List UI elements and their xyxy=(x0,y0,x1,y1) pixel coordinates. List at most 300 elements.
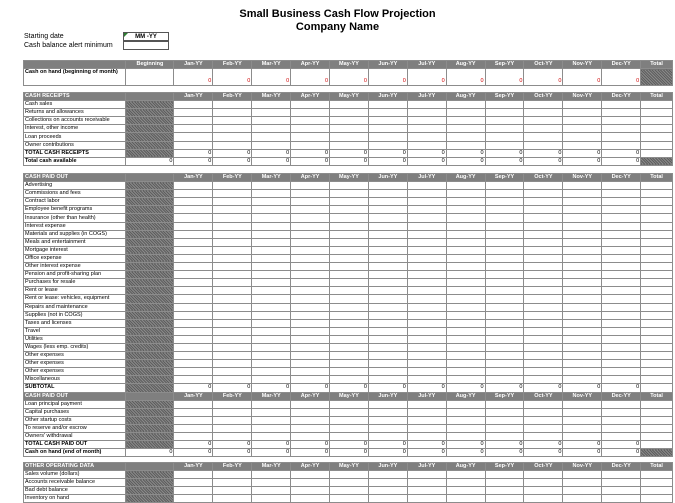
month-cell[interactable] xyxy=(524,416,563,424)
month-cell[interactable] xyxy=(291,303,330,311)
month-cell[interactable]: 0 xyxy=(563,157,602,165)
month-cell[interactable] xyxy=(563,479,602,487)
month-cell[interactable] xyxy=(563,424,602,432)
month-cell[interactable] xyxy=(602,254,641,262)
month-cell[interactable] xyxy=(330,125,369,133)
month-cell[interactable] xyxy=(446,238,485,246)
month-cell[interactable] xyxy=(368,424,407,432)
month-cell[interactable] xyxy=(563,327,602,335)
month-cell[interactable] xyxy=(368,495,407,503)
total-cell[interactable] xyxy=(641,335,673,343)
month-cell[interactable] xyxy=(368,182,407,190)
month-cell[interactable] xyxy=(485,182,524,190)
month-cell[interactable]: 0 xyxy=(368,441,407,449)
month-cell[interactable] xyxy=(485,206,524,214)
month-cell[interactable] xyxy=(330,487,369,495)
total-cell[interactable] xyxy=(641,416,673,424)
month-cell[interactable] xyxy=(291,335,330,343)
month-cell[interactable] xyxy=(485,343,524,351)
month-cell[interactable] xyxy=(446,117,485,125)
month-cell[interactable] xyxy=(524,311,563,319)
month-cell[interactable]: 0 xyxy=(446,384,485,392)
total-cell[interactable] xyxy=(641,101,673,109)
month-cell[interactable] xyxy=(563,368,602,376)
month-cell[interactable] xyxy=(368,335,407,343)
month-cell[interactable]: 0 xyxy=(330,449,369,457)
alert-minimum-input[interactable] xyxy=(123,41,169,50)
month-cell[interactable] xyxy=(407,254,446,262)
month-cell[interactable] xyxy=(485,198,524,206)
month-cell[interactable] xyxy=(407,109,446,117)
month-cell[interactable] xyxy=(485,319,524,327)
month-cell[interactable] xyxy=(524,287,563,295)
month-cell[interactable] xyxy=(485,352,524,360)
month-cell[interactable] xyxy=(330,495,369,503)
month-cell[interactable] xyxy=(330,141,369,149)
month-cell[interactable] xyxy=(524,352,563,360)
month-cell[interactable] xyxy=(446,295,485,303)
month-cell[interactable] xyxy=(485,271,524,279)
month-cell[interactable] xyxy=(368,117,407,125)
month-cell[interactable] xyxy=(602,352,641,360)
month-cell[interactable]: 0 xyxy=(174,149,213,157)
month-cell[interactable] xyxy=(602,279,641,287)
month-cell[interactable] xyxy=(252,416,291,424)
month-cell[interactable] xyxy=(291,400,330,408)
month-cell[interactable] xyxy=(524,479,563,487)
month-cell[interactable] xyxy=(291,254,330,262)
month-cell[interactable] xyxy=(291,311,330,319)
month-cell[interactable] xyxy=(485,487,524,495)
month-cell[interactable] xyxy=(330,295,369,303)
month-cell[interactable] xyxy=(524,109,563,117)
month-cell[interactable] xyxy=(485,311,524,319)
month-cell[interactable]: 0 xyxy=(213,149,252,157)
month-cell[interactable] xyxy=(252,125,291,133)
month-cell[interactable] xyxy=(446,343,485,351)
month-cell[interactable] xyxy=(446,133,485,141)
month-cell[interactable] xyxy=(368,416,407,424)
month-cell[interactable] xyxy=(602,327,641,335)
month-cell[interactable] xyxy=(174,424,213,432)
month-cell[interactable] xyxy=(291,352,330,360)
month-cell[interactable] xyxy=(368,343,407,351)
month-cell[interactable] xyxy=(602,400,641,408)
month-cell[interactable] xyxy=(174,141,213,149)
month-cell[interactable]: 0 xyxy=(252,384,291,392)
month-cell[interactable] xyxy=(602,335,641,343)
month-cell[interactable] xyxy=(252,311,291,319)
month-cell[interactable] xyxy=(407,246,446,254)
month-cell[interactable] xyxy=(213,287,252,295)
month-cell[interactable] xyxy=(446,368,485,376)
month-cell[interactable] xyxy=(602,487,641,495)
month-cell[interactable] xyxy=(524,408,563,416)
month-cell[interactable] xyxy=(602,287,641,295)
month-cell[interactable] xyxy=(446,254,485,262)
month-cell[interactable] xyxy=(174,263,213,271)
month-cell[interactable] xyxy=(213,433,252,441)
month-cell[interactable] xyxy=(291,287,330,295)
month-cell[interactable] xyxy=(330,190,369,198)
month-cell[interactable] xyxy=(524,125,563,133)
month-cell[interactable]: 0 xyxy=(330,157,369,165)
total-cell[interactable] xyxy=(641,254,673,262)
month-cell[interactable] xyxy=(252,376,291,384)
month-cell[interactable] xyxy=(174,319,213,327)
month-cell[interactable] xyxy=(407,125,446,133)
month-cell[interactable] xyxy=(213,368,252,376)
month-cell[interactable] xyxy=(213,400,252,408)
month-cell[interactable] xyxy=(252,471,291,479)
month-cell[interactable] xyxy=(174,416,213,424)
total-cell[interactable] xyxy=(641,384,673,392)
month-cell[interactable] xyxy=(252,408,291,416)
month-cell[interactable] xyxy=(446,352,485,360)
month-cell[interactable]: 0 xyxy=(602,69,641,86)
month-cell[interactable] xyxy=(563,230,602,238)
month-cell[interactable]: 0 xyxy=(602,149,641,157)
total-cell[interactable] xyxy=(641,238,673,246)
month-cell[interactable]: 0 xyxy=(563,384,602,392)
month-cell[interactable] xyxy=(291,182,330,190)
month-cell[interactable] xyxy=(563,109,602,117)
month-cell[interactable] xyxy=(446,303,485,311)
month-cell[interactable] xyxy=(407,368,446,376)
total-cell[interactable] xyxy=(641,198,673,206)
month-cell[interactable] xyxy=(291,416,330,424)
month-cell[interactable] xyxy=(446,182,485,190)
month-cell[interactable] xyxy=(368,408,407,416)
month-cell[interactable] xyxy=(330,400,369,408)
month-cell[interactable] xyxy=(485,376,524,384)
month-cell[interactable]: 0 xyxy=(291,157,330,165)
month-cell[interactable] xyxy=(485,471,524,479)
month-cell[interactable] xyxy=(174,471,213,479)
total-cell[interactable] xyxy=(641,222,673,230)
month-cell[interactable] xyxy=(291,327,330,335)
month-cell[interactable] xyxy=(213,263,252,271)
month-cell[interactable] xyxy=(563,352,602,360)
month-cell[interactable] xyxy=(330,101,369,109)
month-cell[interactable] xyxy=(174,368,213,376)
month-cell[interactable] xyxy=(252,222,291,230)
month-cell[interactable] xyxy=(446,360,485,368)
month-cell[interactable]: 0 xyxy=(330,149,369,157)
month-cell[interactable] xyxy=(485,424,524,432)
month-cell[interactable] xyxy=(446,311,485,319)
month-cell[interactable] xyxy=(563,335,602,343)
month-cell[interactable]: 0 xyxy=(446,157,485,165)
month-cell[interactable] xyxy=(213,327,252,335)
month-cell[interactable] xyxy=(213,352,252,360)
total-cell[interactable] xyxy=(641,230,673,238)
month-cell[interactable] xyxy=(368,433,407,441)
month-cell[interactable] xyxy=(213,408,252,416)
month-cell[interactable] xyxy=(446,433,485,441)
month-cell[interactable]: 0 xyxy=(446,441,485,449)
month-cell[interactable] xyxy=(446,408,485,416)
month-cell[interactable] xyxy=(252,424,291,432)
month-cell[interactable] xyxy=(252,238,291,246)
month-cell[interactable] xyxy=(368,141,407,149)
month-cell[interactable] xyxy=(330,319,369,327)
month-cell[interactable] xyxy=(407,408,446,416)
month-cell[interactable] xyxy=(524,254,563,262)
month-cell[interactable] xyxy=(563,222,602,230)
month-cell[interactable] xyxy=(252,327,291,335)
month-cell[interactable] xyxy=(291,479,330,487)
month-cell[interactable] xyxy=(524,471,563,479)
total-cell[interactable] xyxy=(641,311,673,319)
month-cell[interactable] xyxy=(213,109,252,117)
month-cell[interactable] xyxy=(174,109,213,117)
month-cell[interactable] xyxy=(602,230,641,238)
month-cell[interactable] xyxy=(485,360,524,368)
month-cell[interactable] xyxy=(213,471,252,479)
month-cell[interactable]: 0 xyxy=(368,449,407,457)
month-cell[interactable] xyxy=(602,206,641,214)
month-cell[interactable] xyxy=(446,495,485,503)
month-cell[interactable] xyxy=(407,327,446,335)
month-cell[interactable] xyxy=(602,416,641,424)
month-cell[interactable] xyxy=(174,198,213,206)
month-cell[interactable] xyxy=(485,479,524,487)
month-cell[interactable] xyxy=(602,214,641,222)
month-cell[interactable] xyxy=(252,109,291,117)
month-cell[interactable] xyxy=(174,238,213,246)
month-cell[interactable] xyxy=(407,416,446,424)
month-cell[interactable]: 0 xyxy=(252,69,291,86)
month-cell[interactable] xyxy=(252,433,291,441)
month-cell[interactable] xyxy=(485,400,524,408)
month-cell[interactable] xyxy=(368,360,407,368)
month-cell[interactable] xyxy=(446,198,485,206)
month-cell[interactable] xyxy=(252,198,291,206)
month-cell[interactable] xyxy=(252,295,291,303)
month-cell[interactable] xyxy=(174,117,213,125)
month-cell[interactable] xyxy=(446,335,485,343)
month-cell[interactable] xyxy=(213,311,252,319)
month-cell[interactable] xyxy=(291,230,330,238)
month-cell[interactable] xyxy=(485,263,524,271)
month-cell[interactable] xyxy=(368,198,407,206)
month-cell[interactable] xyxy=(563,416,602,424)
month-cell[interactable] xyxy=(330,287,369,295)
month-cell[interactable] xyxy=(563,254,602,262)
total-cell[interactable] xyxy=(641,190,673,198)
month-cell[interactable] xyxy=(368,287,407,295)
month-cell[interactable] xyxy=(330,303,369,311)
month-cell[interactable] xyxy=(291,271,330,279)
month-cell[interactable]: 0 xyxy=(213,449,252,457)
month-cell[interactable] xyxy=(407,141,446,149)
month-cell[interactable] xyxy=(485,495,524,503)
beginning-cell[interactable]: 0 xyxy=(126,157,174,165)
month-cell[interactable] xyxy=(407,238,446,246)
month-cell[interactable] xyxy=(174,206,213,214)
month-cell[interactable]: 0 xyxy=(368,157,407,165)
month-cell[interactable] xyxy=(174,495,213,503)
month-cell[interactable] xyxy=(330,279,369,287)
month-cell[interactable] xyxy=(174,433,213,441)
month-cell[interactable]: 0 xyxy=(174,157,213,165)
month-cell[interactable]: 0 xyxy=(252,449,291,457)
month-cell[interactable] xyxy=(291,263,330,271)
month-cell[interactable] xyxy=(174,246,213,254)
month-cell[interactable] xyxy=(368,303,407,311)
month-cell[interactable] xyxy=(524,327,563,335)
month-cell[interactable] xyxy=(368,133,407,141)
month-cell[interactable] xyxy=(563,263,602,271)
month-cell[interactable] xyxy=(563,238,602,246)
month-cell[interactable] xyxy=(252,182,291,190)
month-cell[interactable] xyxy=(213,416,252,424)
month-cell[interactable] xyxy=(524,141,563,149)
month-cell[interactable] xyxy=(368,279,407,287)
month-cell[interactable] xyxy=(563,487,602,495)
month-cell[interactable] xyxy=(368,487,407,495)
month-cell[interactable]: 0 xyxy=(291,384,330,392)
month-cell[interactable] xyxy=(252,246,291,254)
month-cell[interactable]: 0 xyxy=(407,157,446,165)
month-cell[interactable] xyxy=(602,198,641,206)
month-cell[interactable] xyxy=(563,287,602,295)
month-cell[interactable] xyxy=(485,101,524,109)
total-cell[interactable] xyxy=(641,214,673,222)
month-cell[interactable] xyxy=(252,352,291,360)
total-cell[interactable] xyxy=(641,352,673,360)
month-cell[interactable] xyxy=(368,471,407,479)
month-cell[interactable] xyxy=(330,254,369,262)
month-cell[interactable] xyxy=(368,222,407,230)
month-cell[interactable] xyxy=(252,230,291,238)
month-cell[interactable] xyxy=(174,400,213,408)
month-cell[interactable] xyxy=(602,133,641,141)
month-cell[interactable] xyxy=(524,182,563,190)
month-cell[interactable] xyxy=(602,125,641,133)
month-cell[interactable]: 0 xyxy=(330,384,369,392)
beginning-cell[interactable]: 0 xyxy=(126,449,174,457)
month-cell[interactable] xyxy=(602,311,641,319)
month-cell[interactable] xyxy=(485,230,524,238)
total-cell[interactable] xyxy=(641,246,673,254)
total-cell[interactable] xyxy=(641,376,673,384)
total-cell[interactable] xyxy=(641,263,673,271)
month-cell[interactable] xyxy=(602,343,641,351)
total-cell[interactable] xyxy=(641,319,673,327)
total-cell[interactable] xyxy=(641,327,673,335)
month-cell[interactable] xyxy=(368,254,407,262)
month-cell[interactable] xyxy=(602,222,641,230)
month-cell[interactable]: 0 xyxy=(330,441,369,449)
month-cell[interactable] xyxy=(407,117,446,125)
month-cell[interactable] xyxy=(291,376,330,384)
month-cell[interactable] xyxy=(407,400,446,408)
month-cell[interactable]: 0 xyxy=(291,441,330,449)
month-cell[interactable] xyxy=(407,424,446,432)
month-cell[interactable] xyxy=(174,230,213,238)
month-cell[interactable] xyxy=(407,230,446,238)
month-cell[interactable] xyxy=(446,214,485,222)
month-cell[interactable] xyxy=(563,495,602,503)
month-cell[interactable] xyxy=(330,263,369,271)
month-cell[interactable] xyxy=(602,101,641,109)
month-cell[interactable] xyxy=(252,279,291,287)
month-cell[interactable] xyxy=(291,424,330,432)
month-cell[interactable] xyxy=(213,343,252,351)
month-cell[interactable] xyxy=(213,141,252,149)
month-cell[interactable] xyxy=(330,222,369,230)
month-cell[interactable] xyxy=(213,246,252,254)
month-cell[interactable] xyxy=(252,400,291,408)
starting-date-input[interactable] xyxy=(123,32,169,41)
month-cell[interactable] xyxy=(252,479,291,487)
month-cell[interactable] xyxy=(485,254,524,262)
month-cell[interactable] xyxy=(252,319,291,327)
month-cell[interactable] xyxy=(563,311,602,319)
month-cell[interactable] xyxy=(174,343,213,351)
month-cell[interactable] xyxy=(485,303,524,311)
month-cell[interactable] xyxy=(563,376,602,384)
month-cell[interactable] xyxy=(174,311,213,319)
month-cell[interactable] xyxy=(368,125,407,133)
month-cell[interactable] xyxy=(368,230,407,238)
month-cell[interactable] xyxy=(446,471,485,479)
month-cell[interactable] xyxy=(563,182,602,190)
month-cell[interactable] xyxy=(407,479,446,487)
month-cell[interactable] xyxy=(485,222,524,230)
month-cell[interactable] xyxy=(368,246,407,254)
total-cell[interactable] xyxy=(641,279,673,287)
month-cell[interactable] xyxy=(524,133,563,141)
month-cell[interactable] xyxy=(563,117,602,125)
month-cell[interactable]: 0 xyxy=(368,384,407,392)
total-cell[interactable] xyxy=(641,141,673,149)
month-cell[interactable] xyxy=(252,368,291,376)
month-cell[interactable]: 0 xyxy=(446,149,485,157)
month-cell[interactable] xyxy=(485,214,524,222)
total-cell[interactable] xyxy=(641,433,673,441)
month-cell[interactable] xyxy=(368,319,407,327)
month-cell[interactable] xyxy=(330,182,369,190)
month-cell[interactable] xyxy=(524,495,563,503)
month-cell[interactable] xyxy=(174,133,213,141)
month-cell[interactable] xyxy=(213,222,252,230)
month-cell[interactable] xyxy=(252,101,291,109)
month-cell[interactable] xyxy=(446,222,485,230)
month-cell[interactable] xyxy=(563,343,602,351)
month-cell[interactable]: 0 xyxy=(213,384,252,392)
month-cell[interactable] xyxy=(602,117,641,125)
month-cell[interactable] xyxy=(213,487,252,495)
month-cell[interactable] xyxy=(485,279,524,287)
month-cell[interactable]: 0 xyxy=(291,449,330,457)
month-cell[interactable] xyxy=(563,198,602,206)
month-cell[interactable] xyxy=(407,287,446,295)
total-cell[interactable] xyxy=(641,368,673,376)
total-cell[interactable] xyxy=(641,125,673,133)
month-cell[interactable] xyxy=(602,246,641,254)
month-cell[interactable]: 0 xyxy=(485,384,524,392)
month-cell[interactable] xyxy=(446,101,485,109)
month-cell[interactable]: 0 xyxy=(563,69,602,86)
month-cell[interactable]: 0 xyxy=(407,69,446,86)
month-cell[interactable] xyxy=(602,303,641,311)
month-cell[interactable] xyxy=(330,214,369,222)
month-cell[interactable] xyxy=(446,319,485,327)
month-cell[interactable] xyxy=(291,279,330,287)
